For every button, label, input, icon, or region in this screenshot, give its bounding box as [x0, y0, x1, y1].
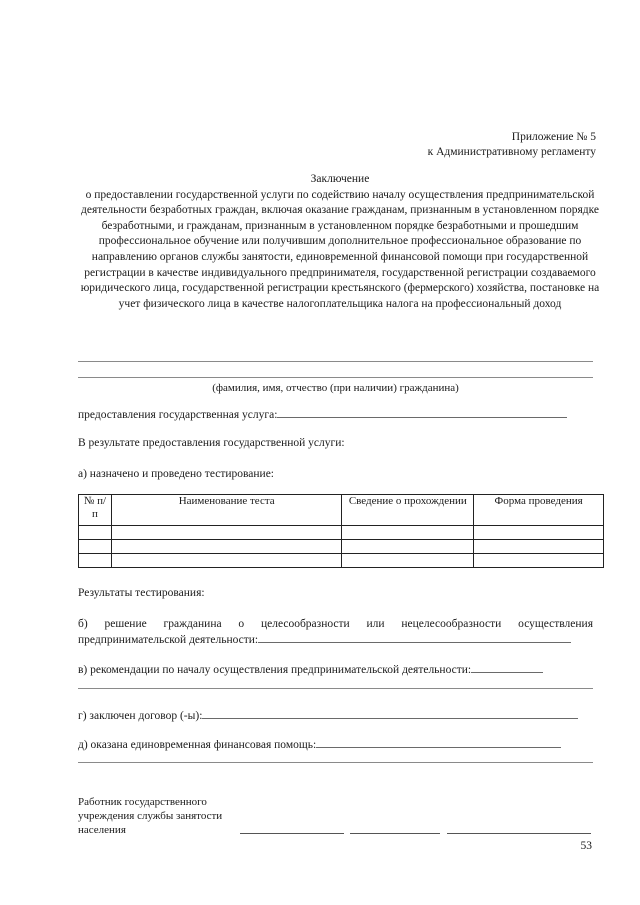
table-cell[interactable] — [111, 540, 341, 554]
header-completion: Сведение о прохождении — [342, 495, 474, 526]
item-v-fill-line[interactable] — [471, 661, 543, 673]
signer-line-3: населения — [78, 824, 126, 836]
header-form: Форма проведения — [474, 495, 604, 526]
item-g-fill-line[interactable] — [202, 707, 578, 719]
appendix-number: Приложение № 5 — [511, 131, 596, 143]
item-b-label: предпринимательской деятельности: — [78, 634, 259, 646]
item-d-extra-line[interactable] — [78, 762, 593, 763]
appendix-label — [428, 130, 596, 160]
table-header-row — [79, 495, 604, 526]
signature-position-line[interactable] — [240, 833, 344, 834]
table-cell[interactable] — [111, 526, 341, 540]
table-cell[interactable] — [474, 526, 604, 540]
test-results-label: Результаты тестирования: — [78, 587, 205, 599]
signature-name-line[interactable] — [447, 833, 591, 834]
signer-line-1: Работник государственного — [78, 796, 207, 808]
appendix-reference: к Административному регламенту — [427, 146, 596, 158]
table-cell[interactable] — [79, 526, 112, 540]
document-title — [80, 172, 600, 312]
title-body: о предоставлении государственной услуги по содействию началу осуществления предпринимательской деятельности безработных граждан, включая оказание гражданам, признанным в установленном порядке безработными, и гражданам, признанным в установленном порядке безработными и прошедшим профессиональное обучение или получившим дополнительное профессиональное образование по направлению органов службы занятости, единовременной финансовой помощи при государственной регистрации в качестве индивидуального предпринимателя, государственной регистрации создаваемого юридического лица, государственной регистрации крестьянского (фермерского) хозяйства, постановке на учет физического лица в качестве налогоплательщика налога на профессиональный доход — [80, 188, 600, 310]
result-intro: В результате предоставления государственной услуги: — [78, 437, 345, 449]
table-cell[interactable] — [474, 540, 604, 554]
signer-line-2: учреждения службы занятости — [78, 810, 223, 822]
item-a: а) назначено и проведено тестирование: — [78, 468, 274, 480]
item-b-line1: б) решение гражданина о целесообразности или нецелесообразности осуществления — [78, 618, 593, 630]
service-label: предоставления государственная услуга: — [78, 409, 278, 421]
table-cell[interactable] — [79, 554, 112, 568]
signature-line[interactable] — [350, 833, 440, 834]
item-b-fill-line[interactable] — [258, 631, 571, 643]
testing-table — [78, 494, 604, 568]
table-cell[interactable] — [342, 526, 474, 540]
item-d-label: д) оказана единовременная финансовая помощь: — [78, 739, 317, 751]
item-v-extra-line[interactable] — [78, 688, 593, 689]
signer-block — [78, 795, 222, 837]
item-d-row — [78, 736, 561, 753]
service-fill-line[interactable] — [277, 406, 567, 418]
fio-caption: (фамилия, имя, отчество (при наличии) гражданина) — [78, 377, 593, 395]
table-row — [79, 526, 604, 540]
header-test-name: Наименование теста — [111, 495, 341, 526]
table-cell[interactable] — [474, 554, 604, 568]
table-cell[interactable] — [342, 554, 474, 568]
item-v-label: в) рекомендации по началу осуществления предпринимательской деятельности: — [78, 664, 472, 676]
item-v-row — [78, 661, 543, 678]
title-heading: Заключение — [310, 173, 370, 185]
table-cell[interactable] — [342, 540, 474, 554]
table-cell[interactable] — [79, 540, 112, 554]
header-number: № п/п — [79, 495, 112, 526]
item-g-label: г) заключен договор (-ы): — [78, 710, 203, 722]
fio-fill-line[interactable] — [78, 361, 593, 362]
service-row — [78, 406, 567, 423]
item-d-fill-line[interactable] — [316, 736, 561, 748]
item-g-row — [78, 707, 578, 724]
table-cell[interactable] — [111, 554, 341, 568]
item-b-row — [78, 631, 571, 648]
page-number: 53 — [580, 840, 592, 852]
table-row — [79, 540, 604, 554]
table-row — [79, 554, 604, 568]
